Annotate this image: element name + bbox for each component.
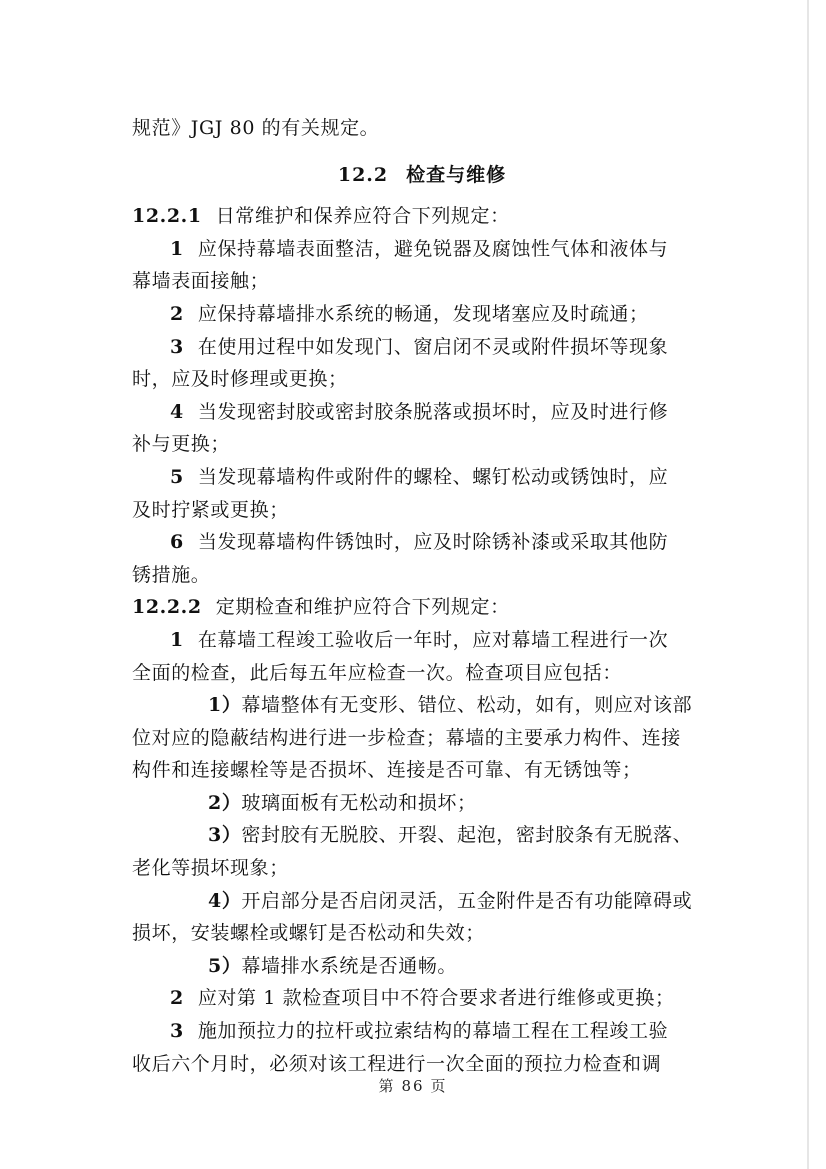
sub-item-label: 4） <box>208 889 242 912</box>
sub-item-5 <box>132 950 712 983</box>
item-number: 3 <box>170 335 184 358</box>
list-item-1 <box>132 233 712 266</box>
sub-item-label: 1） <box>208 694 242 717</box>
sub-item-3 <box>132 819 712 852</box>
clause-12-2-1 <box>132 200 712 233</box>
section-heading <box>132 159 712 192</box>
sub-item-1 <box>132 689 712 722</box>
sub-item-text: 幕墙排水系统是否通畅。 <box>241 954 458 977</box>
item-text: 在幕墙工程竣工验收后一年时，应对幕墙工程进行一次 <box>197 628 669 651</box>
sub-item-text: 幕墙整体有无变形、错位、松动，如有，则应对该部 <box>241 694 693 717</box>
clause-text: 定期检查和维护应符合下列规定： <box>215 596 510 619</box>
list-item-3 <box>132 331 712 364</box>
scan-edge-line <box>807 0 809 1169</box>
list-item-1-continued: 全面的检查，此后每五年应检查一次。检查项目应包括： <box>132 661 623 684</box>
sub-item-1-continued: 位对应的隐蔽结构进行进一步检查；幕墙的主要承力构件、连接 <box>132 726 681 749</box>
item-number: 1 <box>170 237 184 260</box>
page-content <box>132 112 712 1080</box>
item-number: 5 <box>170 465 184 488</box>
item-text: 应保持幕墙排水系统的畅通，发现堵塞应及时疏通； <box>197 302 649 325</box>
item-number: 1 <box>170 628 184 651</box>
sub-item-text: 玻璃面板有无松动和损坏； <box>241 791 477 814</box>
list-item-1-continued: 幕墙表面接触； <box>132 270 270 293</box>
item-number: 2 <box>170 302 184 325</box>
list-item-3 <box>132 1015 712 1048</box>
item-text: 当发现密封胶或密封胶条脱落或损坏时，应及时进行修 <box>197 400 669 423</box>
continued-text-line: 规范》JGJ 80 的有关规定。 <box>132 117 380 139</box>
list-item-4-continued: 补与更换； <box>132 433 231 456</box>
clause-number: 12.2.1 <box>132 205 202 228</box>
item-number: 3 <box>170 1020 184 1043</box>
list-item-3-continued: 收后六个月时，必须对该工程进行一次全面的预拉力检查和调 <box>132 1052 662 1075</box>
list-item-2 <box>132 982 712 1015</box>
page-suffix: 页 <box>430 1077 448 1095</box>
list-item-3-continued: 时，应及时修理或更换； <box>132 368 348 391</box>
sub-item-text: 密封胶有无脱胶、开裂、起泡，密封胶条有无脱落、 <box>241 824 693 847</box>
page-number-footer <box>0 1075 826 1096</box>
list-item-5 <box>132 461 712 494</box>
sub-item-1-continued: 构件和连接螺栓等是否损坏、连接是否可靠、有无锈蚀等； <box>132 759 642 782</box>
item-text: 当发现幕墙构件锈蚀时，应及时除锈补漆或采取其他防 <box>197 531 669 554</box>
item-number: 6 <box>170 531 184 554</box>
item-text: 在使用过程中如发现门、窗启闭不灵或附件损坏等现象 <box>197 335 669 358</box>
sub-item-label: 5） <box>208 954 242 977</box>
clause-number: 12.2.2 <box>132 596 202 619</box>
section-title: 检查与维修 <box>406 163 507 186</box>
item-text: 当发现幕墙构件或附件的螺栓、螺钉松动或锈蚀时，应 <box>197 465 669 488</box>
page-prefix: 第 <box>378 1077 396 1095</box>
sub-item-label: 3） <box>208 824 242 847</box>
item-number: 4 <box>170 400 184 423</box>
sub-item-label: 2） <box>208 791 242 814</box>
clause-12-2-2 <box>132 591 712 624</box>
sub-item-2 <box>132 787 712 820</box>
section-number: 12.2 <box>337 163 389 186</box>
page-number: 86 <box>401 1077 425 1095</box>
list-item-1 <box>132 624 712 657</box>
item-text: 应对第 1 款检查项目中不符合要求者进行维修或更换； <box>197 987 675 1010</box>
list-item-2 <box>132 298 712 331</box>
list-item-6-continued: 锈措施。 <box>132 563 211 586</box>
list-item-5-continued: 及时拧紧或更换； <box>132 498 289 521</box>
sub-item-3-continued: 老化等损坏现象； <box>132 857 289 880</box>
list-item-6 <box>132 526 712 559</box>
list-item-4 <box>132 396 712 429</box>
item-text: 施加预拉力的拉杆或拉索结构的幕墙工程在工程竣工验 <box>197 1020 669 1043</box>
sub-item-4 <box>132 885 712 918</box>
item-text: 应保持幕墙表面整洁，避免锐器及腐蚀性气体和液体与 <box>197 237 669 260</box>
item-number: 2 <box>170 987 184 1010</box>
sub-item-4-continued: 损坏，安装螺栓或螺钉是否松动和失效； <box>132 922 485 945</box>
sub-item-text: 开启部分是否启闭灵活，五金附件是否有功能障碍或 <box>241 889 693 912</box>
clause-text: 日常维护和保养应符合下列规定： <box>215 205 510 228</box>
